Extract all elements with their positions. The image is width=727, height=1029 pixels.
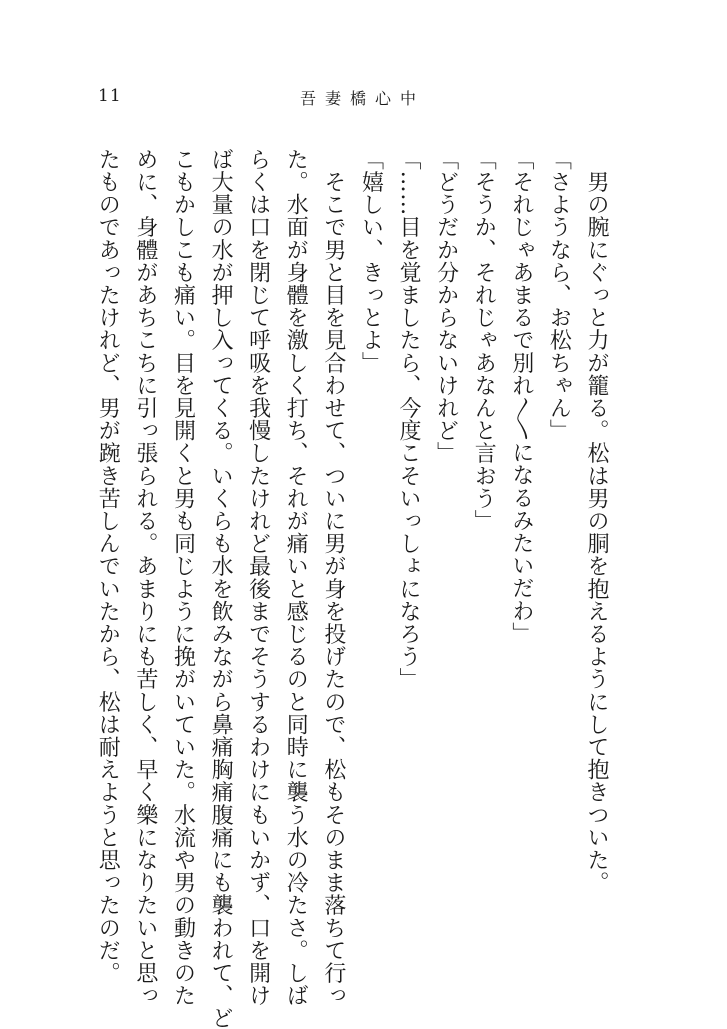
text-line: 「どうだか分からないけれど」: [433, 148, 459, 465]
text-line: た。水面が身體を激しく打ち、それが痛いと感じるのと同時に襲う水の冷たさ。しば: [283, 148, 309, 1007]
text-line: 「……目を覚ましたら、今度こそいっしょになろう」: [396, 148, 422, 691]
text-line: 「それじゃあまるで別れ〳〵になるみたいだわ」: [508, 148, 534, 645]
page-number: 11: [98, 86, 122, 106]
text-line: 「さようなら、お松ちゃん」: [546, 148, 572, 442]
running-title: 吾妻橋心中: [300, 89, 426, 108]
body-text: [90, 148, 615, 1029]
text-line: 男の腕にぐっと力が籠る。松は男の胴を抱えるようにして抱きついた。: [584, 148, 609, 894]
text-line: らくは口を閉じて呼吸を我慢したけれど最後までそうするわけにもいかず、口を開け: [245, 148, 271, 1007]
text-line: こもかしこも痛い。目を見開くと男も同じように挽がいていた。水流や男の動きのた: [170, 148, 196, 1007]
text-line: 「そうか、それじゃあなんと言おう」: [471, 148, 497, 533]
text-line: ば大量の水が押し入ってくる。いくらも水を飲みながら鼻痛胸痛腹痛にも襲われて、ど: [208, 148, 234, 1029]
text-line: 「嬉しい、きっとよ」: [358, 148, 384, 374]
text-line: めに、身體があちこちに引っ張られる。あまりにも苦しく、早く樂になりたいと思っ: [132, 148, 158, 1007]
text-line: たものであったけれど、男が踠き苦しんでいたから、松は耐えようと思ったのだ。: [95, 148, 121, 985]
text-line: そこで男と目を見合わせて、ついに男が身を投げたので、松もそのまま落ちて行っ: [320, 148, 346, 1007]
